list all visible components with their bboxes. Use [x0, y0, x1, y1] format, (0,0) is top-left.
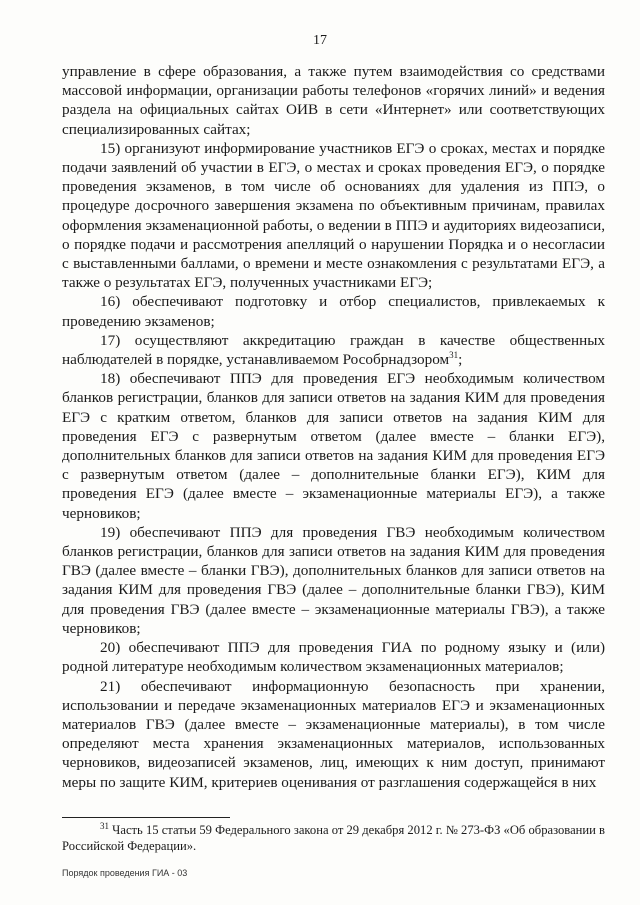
- paragraph-item-21: 21) обеспечивают информационную безопасность при хранении, использовании и передаче экзаменационных материалов ЕГЭ и экзаменационных материалов ГВЭ (далее вместе – экзаменационные материалы), в том числе определяют места хранения экзаменационных материалов, использованных черновиков, видеозаписей экзаменов, лиц, имеющих к ним доступ, принимают меры по защите КИМ, критериев оценивания от разглашения содержащейся в них: [62, 677, 605, 791]
- footnote: [62, 822, 605, 854]
- paragraph-item-17-tail: ;: [458, 351, 463, 369]
- document-body: [62, 62, 605, 792]
- paragraph-continuation: управление в сфере образования, а также путем взаимодействия со средствами массовой информации, организации работы телефонов «горячих линий» и ведения раздела на официальных сайтах ОИВ в сети «Интернет» или соответствующих специализированных сайтах;: [62, 63, 605, 138]
- paragraph-item-20: 20) обеспечивают ППЭ для проведения ГИА по родному языку и (или) родной литературе необходимым количеством экзаменационных материалов;: [62, 639, 605, 676]
- paragraph-item-15: 15) организуют информирование участников ЕГЭ о сроках, местах и порядке подачи заявлений об участии в ЕГЭ, о местах и сроках проведения ЕГЭ, о порядке проведения экзаменов, в том числе об основаниях для удаления из ППЭ, о процедуре досрочного завершения экзамена по объективным причинам, правилах оформления экзаменационной работы, о ведении в ППЭ и аудиториях видеозаписи, о порядке подачи и рассмотрения апелляций о нарушении Порядка и о несогласии с выставленными баллами, о времени и месте ознакомления с результатами ЕГЭ, а также о результатах ЕГЭ, полученных участниками ЕГЭ;: [62, 139, 605, 292]
- page-footer: Порядок проведения ГИА - 03: [62, 868, 188, 878]
- paragraph-item-17: [62, 331, 605, 369]
- paragraph-item-16: 16) обеспечивают подготовку и отбор специалистов, привлекаемых к проведению экзаменов;: [62, 293, 605, 330]
- footnote-reference[interactable]: 31: [449, 349, 459, 360]
- footnote-text: Часть 15 статьи 59 Федерального закона от 29 декабря 2012 г. № 273-ФЗ «Об образовании в Российской Федерации».: [62, 823, 605, 853]
- footnote-divider: [62, 817, 230, 818]
- paragraph-item-17-text: 17) осуществляют аккредитацию граждан в качестве общественных наблюдателей в порядке, устанавливаемом Рособрнадзором: [62, 331, 605, 369]
- paragraph-item-18: 18) обеспечивают ППЭ для проведения ЕГЭ необходимым количеством бланков регистрации, бланков для записи ответов на задания КИМ для проведения ЕГЭ с кратким ответом, бланков для записи ответов на задания КИМ для проведения ЕГЭ с развернутым ответом (далее вместе – бланки ЕГЭ), дополнительных бланков для записи ответов на задания КИМ для проведения ЕГЭ с развернутым ответом (далее – дополнительные бланки ЕГЭ), КИМ для проведения ЕГЭ (далее вместе – экзаменационные материалы ЕГЭ), а также черновиков;: [62, 370, 605, 522]
- page-number: 17: [313, 33, 327, 48]
- footnote-number: 31: [100, 820, 109, 831]
- paragraph-item-19: 19) обеспечивают ППЭ для проведения ГВЭ необходимым количеством бланков регистрации, бланков для записи ответов на задания КИМ для проведения ГВЭ (далее вместе – бланки ГВЭ), дополнительных бланков для записи ответов на задания КИМ для проведения ГВЭ (далее – дополнительные бланки ГВЭ), КИМ для проведения ГВЭ (далее вместе – экзаменационные материалы ГВЭ), а также черновиков;: [62, 523, 605, 637]
